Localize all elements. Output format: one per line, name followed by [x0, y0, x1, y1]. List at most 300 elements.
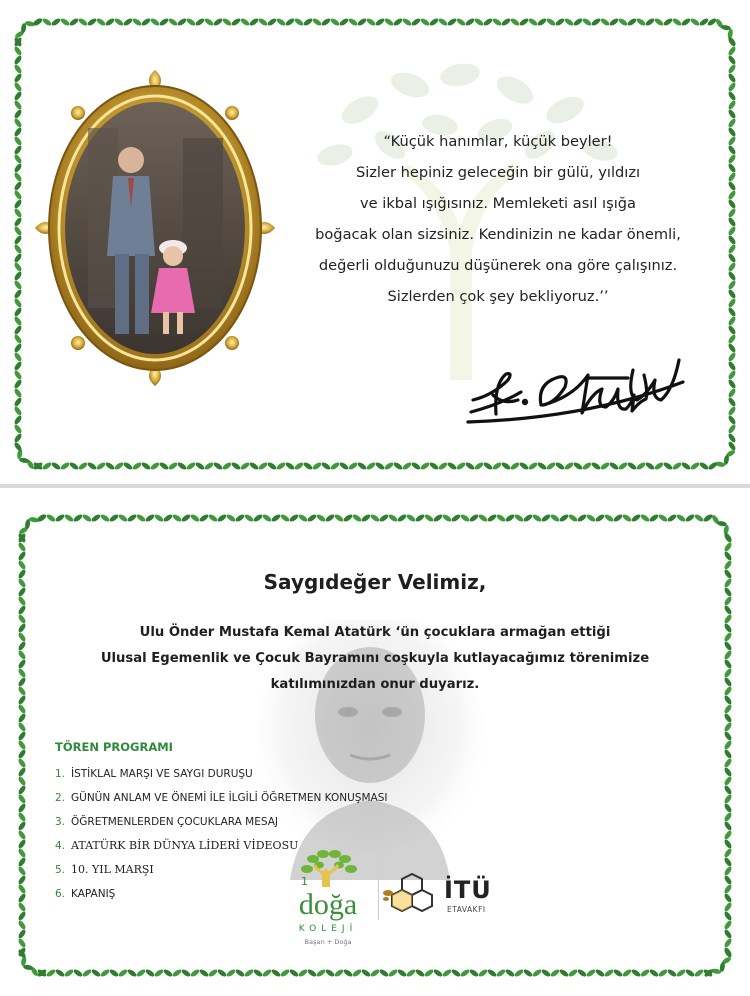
border-leaf [528, 461, 539, 471]
border-leaf [96, 461, 107, 471]
border-leaf [316, 968, 327, 978]
border-leaf [723, 677, 733, 688]
border-leaf [723, 632, 733, 643]
border-leaf [17, 560, 27, 571]
border-leaf [17, 848, 27, 859]
border-leaf [402, 17, 413, 27]
border-leaf [550, 513, 561, 523]
border-leaf [199, 968, 210, 978]
border-leaf [727, 415, 737, 426]
border-leaf [231, 17, 242, 27]
border-leaf [492, 17, 503, 27]
border-leaf [727, 73, 737, 84]
border-leaf [13, 352, 23, 363]
border-leaf [415, 513, 426, 523]
border-leaf [501, 461, 512, 471]
border-leaf [13, 127, 23, 138]
border-leaf [348, 461, 359, 471]
border-leaf [60, 461, 71, 471]
border-leaf [13, 91, 23, 102]
border-leaf [514, 968, 525, 978]
border-leaf [123, 461, 134, 471]
border-leaf [13, 415, 23, 426]
border-leaf [388, 513, 399, 523]
border-leaf [17, 551, 27, 562]
border-leaf [17, 776, 27, 787]
border-leaf [487, 968, 498, 978]
border-leaf [609, 461, 620, 471]
border-leaf [33, 461, 44, 471]
border-leaf [13, 199, 23, 210]
border-leaf [69, 461, 80, 471]
border-leaf [727, 298, 737, 309]
border-leaf [17, 875, 27, 886]
border-leaf [424, 968, 435, 978]
border-leaf [609, 17, 620, 27]
border-leaf [195, 17, 206, 27]
program-item-number: 6. [55, 888, 66, 900]
border-leaf [114, 17, 125, 27]
border-leaf [100, 513, 111, 523]
border-leaf [334, 513, 345, 523]
border-leaf [727, 334, 737, 345]
border-leaf [13, 82, 23, 93]
border-leaf [51, 17, 62, 27]
border-leaf [17, 623, 27, 634]
border-leaf [46, 513, 57, 523]
border-leaf [276, 461, 287, 471]
border-leaf [519, 17, 530, 27]
border-leaf [723, 884, 733, 895]
border-leaf [727, 136, 737, 147]
border-leaf [13, 271, 23, 282]
quote-line: “Küçük hanımlar, küçük beyler! [383, 133, 613, 150]
border-leaf [681, 461, 692, 471]
border-leaf [501, 17, 512, 27]
border-leaf [723, 641, 733, 652]
program-title: TÖREN PROGRAMI [55, 740, 173, 754]
border-leaf [723, 686, 733, 697]
border-leaf [600, 461, 611, 471]
border-leaf [13, 217, 23, 228]
border-leaf [465, 461, 476, 471]
border-leaf [384, 461, 395, 471]
border-leaf [17, 929, 27, 940]
border-leaf [303, 461, 314, 471]
border-leaf [55, 968, 66, 978]
border-leaf [330, 17, 341, 27]
border-leaf [523, 513, 534, 523]
border-leaf [13, 262, 23, 273]
border-leaf [694, 968, 705, 978]
border-leaf [13, 136, 23, 147]
border-leaf [451, 968, 462, 978]
border-leaf [55, 513, 66, 523]
border-leaf [402, 461, 413, 471]
ataturk-child-portrait [33, 68, 277, 388]
border-leaf [370, 513, 381, 523]
border-leaf [723, 794, 733, 805]
border-leaf [258, 461, 269, 471]
border-leaf [723, 668, 733, 679]
border-leaf [723, 902, 733, 913]
border-leaf [204, 17, 215, 27]
border-leaf [87, 17, 98, 27]
border-leaf [64, 513, 75, 523]
border-leaf [496, 513, 507, 523]
border-leaf [573, 461, 584, 471]
border-leaf [555, 17, 566, 27]
border-leaf [13, 109, 23, 120]
border-leaf [226, 513, 237, 523]
border-leaf [375, 461, 386, 471]
border-leaf [91, 968, 102, 978]
border-leaf [343, 513, 354, 523]
border-leaf [132, 17, 143, 27]
border-leaf [541, 513, 552, 523]
border-leaf [723, 821, 733, 832]
border-leaf [141, 17, 152, 27]
border-leaf [17, 641, 27, 652]
border-leaf [96, 17, 107, 27]
border-leaf [357, 461, 368, 471]
border-leaf [727, 433, 737, 444]
border-leaf [727, 253, 737, 264]
border-leaf [13, 289, 23, 300]
border-leaf [438, 17, 449, 27]
border-leaf [17, 542, 27, 553]
border-leaf [433, 513, 444, 523]
border-leaf [141, 461, 152, 471]
border-leaf [460, 968, 471, 978]
border-leaf [723, 812, 733, 823]
border-leaf [694, 513, 705, 523]
border-leaf [723, 839, 733, 850]
border-leaf [222, 17, 233, 27]
border-leaf [564, 461, 575, 471]
program-item-number: 2. [55, 792, 66, 804]
border-leaf [663, 461, 674, 471]
border-leaf [460, 513, 471, 523]
border-leaf [163, 513, 174, 523]
border-leaf [17, 722, 27, 733]
border-leaf [316, 513, 327, 523]
border-leaf [727, 172, 737, 183]
border-leaf [13, 325, 23, 336]
border-leaf [727, 397, 737, 408]
border-leaf [541, 968, 552, 978]
border-leaf [723, 875, 733, 886]
border-leaf [289, 968, 300, 978]
border-leaf [613, 968, 624, 978]
border-leaf [582, 461, 593, 471]
border-leaf [13, 253, 23, 264]
border-leaf [13, 235, 23, 246]
border-leaf [723, 866, 733, 877]
border-leaf [645, 17, 656, 27]
border-leaf [676, 513, 687, 523]
border-leaf [127, 968, 138, 978]
border-leaf [559, 513, 570, 523]
border-leaf [723, 542, 733, 553]
border-leaf [82, 968, 93, 978]
border-leaf [348, 17, 359, 27]
border-leaf [73, 513, 84, 523]
border-leaf [469, 513, 480, 523]
border-leaf [13, 55, 23, 66]
border-leaf [100, 968, 111, 978]
border-leaf [723, 803, 733, 814]
border-leaf [195, 461, 206, 471]
border-leaf [17, 794, 27, 805]
border-leaf [17, 839, 27, 850]
border-leaf [577, 968, 588, 978]
border-leaf [727, 271, 737, 282]
border-leaf [17, 533, 27, 544]
border-leaf [586, 968, 597, 978]
border-leaf [168, 17, 179, 27]
border-leaf [13, 244, 23, 255]
border-leaf [17, 668, 27, 679]
border-leaf [51, 461, 62, 471]
border-leaf [654, 461, 665, 471]
program-item-text: 10. YIL MARŞI [71, 863, 154, 876]
border-leaf [13, 73, 23, 84]
border-leaf [532, 968, 543, 978]
quote-line: Sizler hepiniz geleceğin bir gülü, yıldızı [355, 164, 641, 181]
border-leaf [690, 17, 701, 27]
border-leaf [649, 968, 660, 978]
border-leaf [727, 406, 737, 417]
border-leaf [456, 461, 467, 471]
border-leaf [474, 461, 485, 471]
border-leaf [613, 513, 624, 523]
border-leaf [586, 513, 597, 523]
border-leaf [433, 968, 444, 978]
border-leaf [109, 513, 120, 523]
border-leaf [352, 968, 363, 978]
border-leaf [505, 513, 516, 523]
border-leaf [483, 461, 494, 471]
border-leaf [707, 17, 718, 27]
border-leaf [13, 118, 23, 129]
border-leaf [492, 461, 503, 471]
border-leaf [217, 513, 228, 523]
doga-logo-slogan: Başarı + Doğa [304, 938, 352, 946]
border-leaf [82, 513, 93, 523]
border-leaf [690, 461, 701, 471]
border-leaf [132, 461, 143, 471]
border-leaf [145, 513, 156, 523]
border-leaf [172, 513, 183, 523]
border-leaf [17, 893, 27, 904]
border-leaf [186, 461, 197, 471]
border-leaf [723, 740, 733, 751]
border-leaf [393, 17, 404, 27]
border-leaf [415, 968, 426, 978]
border-leaf [727, 118, 737, 129]
border-leaf [87, 461, 98, 471]
border-leaf [13, 388, 23, 399]
border-leaf [672, 461, 683, 471]
border-leaf [723, 614, 733, 625]
border-leaf [17, 749, 27, 760]
border-leaf [17, 911, 27, 922]
border-leaf [285, 17, 296, 27]
border-leaf [280, 513, 291, 523]
border-leaf [474, 17, 485, 27]
border-leaf [483, 17, 494, 27]
border-leaf [13, 37, 23, 48]
border-leaf [163, 968, 174, 978]
border-leaf [289, 513, 300, 523]
border-leaf [727, 55, 737, 66]
border-leaf [244, 968, 255, 978]
border-leaf [17, 884, 27, 895]
border-leaf [424, 513, 435, 523]
quote-line: değerli olduğunuzu düşünerek ona göre çalışınız. [318, 257, 678, 274]
border-leaf [13, 100, 23, 111]
border-leaf [17, 596, 27, 607]
border-leaf [564, 17, 575, 27]
border-leaf [727, 280, 737, 291]
border-leaf [727, 361, 737, 372]
border-leaf [177, 461, 188, 471]
border-leaf [727, 46, 737, 57]
invitation-line: katılımınızdan onur duyarız. [270, 677, 480, 692]
doga-logo-subtitle: KOLEJİ [298, 924, 358, 934]
border-leaf [334, 968, 345, 978]
border-leaf [213, 17, 224, 27]
border-leaf [330, 461, 341, 471]
ataturk-signature [463, 350, 688, 430]
program-item-text: İSTİKLAL MARŞI VE SAYGI DURUŞU [71, 768, 253, 780]
border-leaf [600, 17, 611, 27]
border-leaf [528, 17, 539, 27]
border-leaf [235, 968, 246, 978]
border-leaf [532, 513, 543, 523]
border-leaf [262, 513, 273, 523]
border-leaf [181, 513, 192, 523]
border-leaf [703, 513, 714, 523]
border-leaf [723, 695, 733, 706]
border-leaf [298, 513, 309, 523]
border-leaf [17, 605, 27, 616]
border-leaf [577, 513, 588, 523]
border-leaf [429, 17, 440, 27]
logo-separator [378, 858, 379, 920]
border-leaf [159, 17, 170, 27]
border-leaf [154, 513, 165, 523]
border-leaf [78, 461, 89, 471]
border-leaf [325, 513, 336, 523]
border-leaf [658, 513, 669, 523]
border-leaf [487, 513, 498, 523]
border-leaf [168, 461, 179, 471]
border-leaf [727, 163, 737, 174]
program-item-text: ATATÜRK BİR DÜNYA LİDERİ VİDEOSU [71, 839, 299, 852]
border-leaf [727, 343, 737, 354]
border-leaf [118, 513, 129, 523]
border-leaf [478, 968, 489, 978]
border-leaf [17, 695, 27, 706]
border-leaf [109, 968, 120, 978]
border-leaf [208, 513, 219, 523]
border-leaf [240, 461, 251, 471]
quote-line: Sizlerden çok şey bekliyoruz.’’ [387, 288, 609, 305]
border-leaf [649, 513, 660, 523]
border-leaf [723, 929, 733, 940]
border-leaf [727, 100, 737, 111]
border-leaf [294, 17, 305, 27]
border-leaf [13, 406, 23, 417]
border-leaf [397, 968, 408, 978]
border-leaf [411, 461, 422, 471]
border-leaf [723, 713, 733, 724]
border-leaf [13, 316, 23, 327]
border-leaf [727, 370, 737, 381]
border-leaf [17, 659, 27, 670]
border-leaf [339, 17, 350, 27]
program-item-text: GÜNÜN ANLAM VE ÖNEMİ İLE İLGİLİ ÖĞRETMEN KONUŞMASI [71, 792, 388, 804]
border-leaf [388, 968, 399, 978]
program-item-number: 4. [55, 840, 66, 852]
border-leaf [591, 17, 602, 27]
border-leaf [723, 731, 733, 742]
border-leaf [420, 17, 431, 27]
border-leaf [723, 830, 733, 841]
border-leaf [321, 17, 332, 27]
border-leaf [17, 857, 27, 868]
border-leaf [496, 968, 507, 978]
border-leaf [145, 968, 156, 978]
border-leaf [13, 397, 23, 408]
border-leaf [727, 307, 737, 318]
border-leaf [294, 461, 305, 471]
border-leaf [249, 461, 260, 471]
border-leaf [723, 785, 733, 796]
border-leaf [366, 17, 377, 27]
program-item [55, 810, 387, 834]
border-leaf [727, 145, 737, 156]
border-leaf [181, 968, 192, 978]
quote-line: ve ikbal ışığısınız. Memleketi asıl ışığa [360, 195, 636, 212]
border-leaf [514, 513, 525, 523]
border-leaf [723, 749, 733, 760]
border-leaf [523, 968, 534, 978]
program-item-number: 1. [55, 768, 66, 780]
border-leaf [618, 17, 629, 27]
border-leaf [127, 513, 138, 523]
border-leaf [17, 677, 27, 688]
border-leaf [249, 17, 260, 27]
border-leaf [17, 731, 27, 742]
border-leaf [352, 513, 363, 523]
border-leaf [154, 968, 165, 978]
border-leaf [595, 513, 606, 523]
border-leaf [631, 968, 642, 978]
border-leaf [172, 968, 183, 978]
border-leaf [658, 968, 669, 978]
border-leaf [105, 17, 116, 27]
border-leaf [727, 235, 737, 246]
program-item [55, 786, 387, 810]
border-leaf [723, 911, 733, 922]
border-leaf [285, 461, 296, 471]
border-leaf [150, 461, 161, 471]
border-leaf [699, 461, 710, 471]
border-leaf [136, 513, 147, 523]
